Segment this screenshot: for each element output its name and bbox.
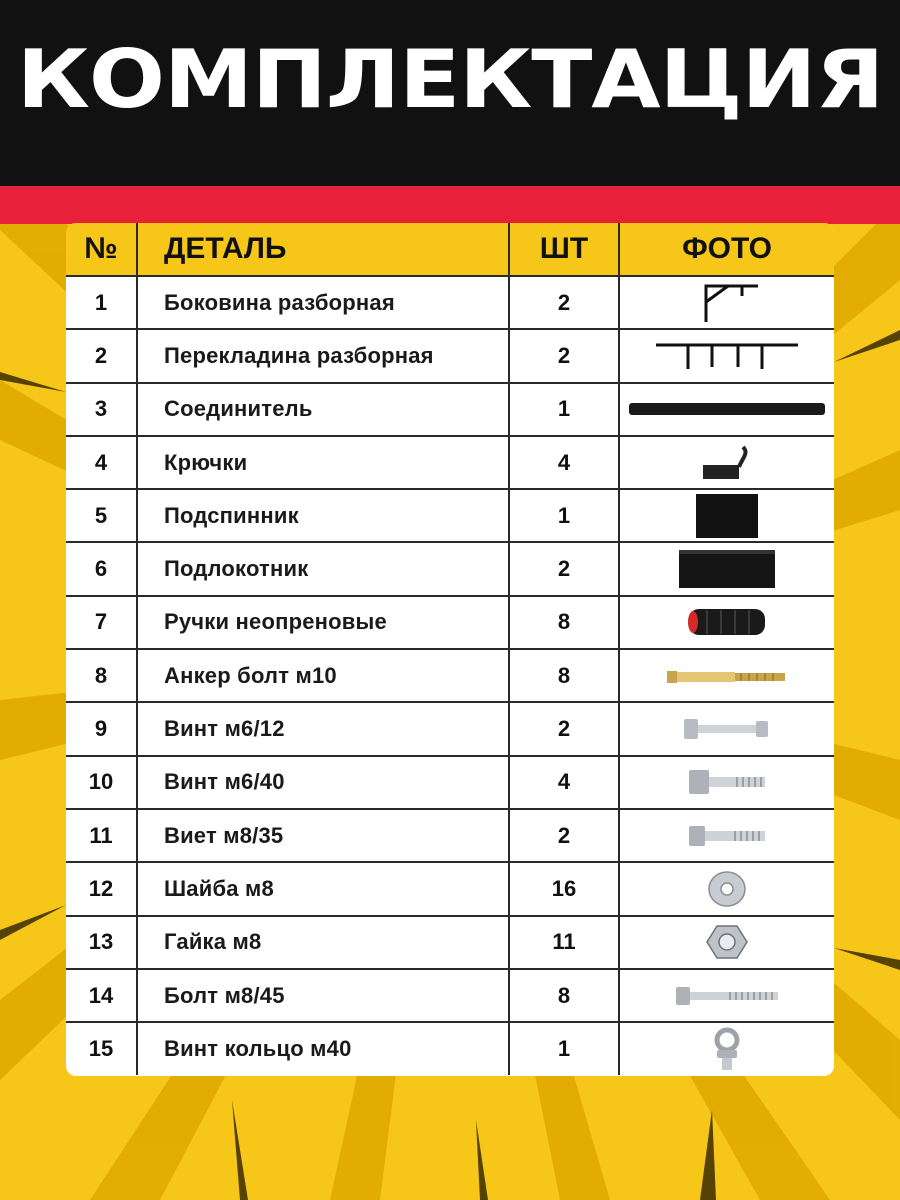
hex-screw-icon: [685, 767, 769, 797]
page-title: КОМПЛЕКТАЦИЯ: [16, 33, 884, 126]
long-bolt-icon: [672, 983, 782, 1009]
part-quantity: 16: [509, 862, 619, 915]
hex-nut-icon: [705, 922, 749, 962]
hex-bolt-icon: [685, 822, 769, 850]
part-name: Ручки неопреновые: [137, 596, 509, 649]
parts-table: [66, 223, 834, 1075]
anchor-bolt-icon: [665, 663, 789, 689]
part-name: Гайка м8: [137, 916, 509, 969]
header-detail: ДЕТАЛЬ: [137, 223, 509, 276]
eye-bolt-icon: [710, 1026, 744, 1072]
header-quantity: ШТ: [509, 223, 619, 276]
row-number: 10: [66, 756, 137, 809]
row-number: 4: [66, 436, 137, 489]
part-quantity: 2: [509, 702, 619, 755]
table-row: [66, 489, 834, 542]
part-name: Винт кольцо м40: [137, 1022, 509, 1075]
crossbar-icon: [652, 339, 802, 373]
table-row: [66, 596, 834, 649]
table-row: [66, 1022, 834, 1075]
accent-band: [0, 186, 900, 224]
table-row: [66, 276, 834, 329]
row-number: 5: [66, 489, 137, 542]
part-quantity: 4: [509, 436, 619, 489]
row-number: 11: [66, 809, 137, 862]
row-number: 9: [66, 702, 137, 755]
part-quantity: 4: [509, 756, 619, 809]
part-quantity: 1: [509, 489, 619, 542]
header-number: №: [66, 223, 137, 276]
part-quantity: 2: [509, 329, 619, 382]
header-bar: [0, 0, 900, 186]
table-row: [66, 702, 834, 755]
row-number: 7: [66, 596, 137, 649]
row-number: 14: [66, 969, 137, 1022]
screw-icon: [680, 715, 774, 743]
table-row: [66, 916, 834, 969]
row-number: 15: [66, 1022, 137, 1075]
row-number: 2: [66, 329, 137, 382]
part-quantity: 1: [509, 1022, 619, 1075]
part-quantity: 8: [509, 969, 619, 1022]
washer-icon: [705, 869, 749, 909]
neoprene-grip-icon: [685, 606, 769, 638]
table-row: [66, 969, 834, 1022]
part-name: Боковина разборная: [137, 276, 509, 329]
table-header-row: [66, 223, 834, 276]
part-quantity: 11: [509, 916, 619, 969]
row-number: 1: [66, 276, 137, 329]
hook-icon: [697, 443, 757, 483]
row-number: 6: [66, 542, 137, 595]
part-name: Соединитель: [137, 383, 509, 436]
part-name: Подспинник: [137, 489, 509, 542]
back-pad-icon: [694, 492, 760, 540]
table-row: [66, 756, 834, 809]
table-row: [66, 862, 834, 915]
part-quantity: 1: [509, 383, 619, 436]
part-quantity: 8: [509, 649, 619, 702]
part-quantity: 2: [509, 276, 619, 329]
row-number: 8: [66, 649, 137, 702]
arm-pad-icon: [677, 548, 777, 590]
part-name: Винт м6/40: [137, 756, 509, 809]
row-number: 12: [66, 862, 137, 915]
part-quantity: 2: [509, 542, 619, 595]
part-name: Крючки: [137, 436, 509, 489]
part-quantity: 8: [509, 596, 619, 649]
row-number: 3: [66, 383, 137, 436]
connector-bar-icon: [627, 400, 827, 418]
parts-table-card: [66, 223, 834, 1076]
table-row: [66, 436, 834, 489]
part-name: Шайба м8: [137, 862, 509, 915]
part-name: Винт м6/12: [137, 702, 509, 755]
part-name: Виет м8/35: [137, 809, 509, 862]
part-name: Подлокотник: [137, 542, 509, 595]
table-row: [66, 329, 834, 382]
table-row: [66, 383, 834, 436]
part-name: Болт м8/45: [137, 969, 509, 1022]
side-frame-icon: [692, 282, 762, 324]
part-quantity: 2: [509, 809, 619, 862]
row-number: 13: [66, 916, 137, 969]
table-row: [66, 649, 834, 702]
part-name: Перекладина разборная: [137, 329, 509, 382]
part-name: Анкер болт м10: [137, 649, 509, 702]
table-row: [66, 542, 834, 595]
header-photo: ФОТО: [619, 223, 834, 276]
table-row: [66, 809, 834, 862]
